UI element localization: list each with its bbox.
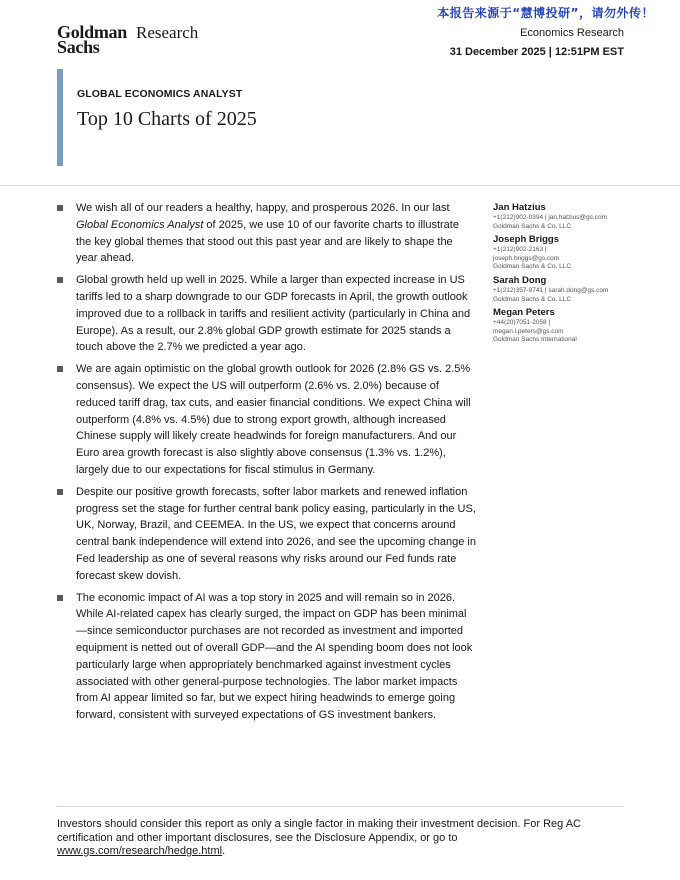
author-contact[interactable]: +1(212)357-9741 | sarah.dong@gs.com: [493, 286, 609, 294]
author-email[interactable]: megan.l.peters@gs.com: [493, 327, 564, 335]
author-card: [493, 307, 633, 345]
bullet-item: [57, 200, 477, 267]
footer-divider: [57, 806, 624, 807]
report-series: GLOBAL ECONOMICS ANALYST: [77, 88, 243, 100]
author-name: Megan Peters: [493, 307, 555, 319]
bullet-square-icon: [57, 277, 63, 283]
author-name: Sarah Dong: [493, 274, 547, 286]
bullet-square-icon: [57, 366, 63, 372]
publish-datetime: 31 December 2025 | 12:51PM EST: [449, 46, 624, 58]
author-phone: +1(212)902-2163 |: [493, 246, 547, 254]
bullet-text: The economic impact of AI was a top story in 2025 and will remain so in 2026. While AI-related capex has clearly surged, the impact on GDP has been minimal—since semiconductor purchases are not recorded as investment and imported equipment is netted out of overall GDP—and the AI spending boom does not look particularly large when appropriately benchmarked against investment cycles associated with other general-purpose technologies. The labor market impacts from AI appear limited so far, but we expect hiring headwinds to emerge going forward, consistent with surveyed expectations of GS investment bankers.: [76, 591, 473, 722]
report-title: Top 10 Charts of 2025: [77, 108, 257, 130]
bullet-text: Global growth held up well in 2025. While a larger than expected increase in US tariffs led to a sharp downgrade to our GDP forecasts in April, the growth outlook improved due to a rollback in tariffs and resilient activity (particularly in China and Europe). As a result, our 2.8% global GDP growth estimate for 2025 stands a touch above the 2.7% we predicted a year ago.: [76, 274, 471, 354]
author-contact[interactable]: +1(212)902-0394 | jan.hatzius@gs.com: [493, 214, 607, 221]
author-name: Jan Hatzius: [493, 202, 546, 213]
author-email[interactable]: joseph.briggs@gs.com: [493, 254, 560, 262]
disclosure-end: .: [222, 845, 226, 857]
bullet-text: Despite our positive growth forecasts, softer labor markets and renewed inflation progress set the stage for further central bank policy easing, particularly in the US, UK, Norway, Brazil, and CEEMEA. In the US, we expect that concerns around central bank independence will extend into 2026, and see the upcoming change in Fed leadership as one of several reasons why risks around our Fed funds rate forecast skew dovish.: [76, 485, 476, 582]
bullet-square-icon: [57, 595, 63, 601]
header-divider: [0, 185, 680, 186]
logo-division: Research: [136, 23, 199, 42]
bullet-item: [57, 272, 477, 356]
author-name: Joseph Briggs: [493, 234, 559, 246]
title-accent-bar: [57, 69, 63, 166]
disclosure-text: Investors should consider this report as only a single factor in making their investment decision. For Reg AC certification and other important disclosures, see the Disclosure Appendix, or go to: [57, 818, 581, 844]
author-card: [493, 275, 633, 304]
logo-wordmark: [57, 22, 127, 57]
bullet-item: [57, 590, 477, 724]
source-watermark: 本报告来源于“慧博投研”，请勿外传！: [437, 6, 654, 20]
bullet-text-pre: We wish all of our readers a healthy, happy, and prosperous 2026. In our last: [76, 202, 450, 214]
goldman-sachs-logo: [57, 22, 199, 57]
bullet-item: [57, 361, 477, 479]
department-label: Economics Research: [520, 27, 624, 39]
bullet-item: [57, 484, 477, 585]
bullet-text: We are again optimistic on the global growth outlook for 2026 (2.8% GS vs. 2.5% consensus). We expect the US will outperform (2.6% vs. 2.0%) because of reduced tariff drag, tax cuts, and easier financial conditions. We expect China will outperform (4.8% vs. 4.5%) due to strong export growth, although increased Chinese supply will likely create headwinds for foreign manufacturers. And our Euro area growth forecast is also slightly above consensus (1.3% vs. 1.2%), largely due to our expectations for fiscal stimulus in Germany.: [76, 363, 471, 476]
author-firm: Goldman Sachs & Co. LLC: [493, 222, 572, 230]
author-list: [493, 202, 633, 348]
logo-line-2: Sachs: [57, 37, 100, 57]
author-card: [493, 234, 633, 272]
summary-bullets: [57, 200, 477, 729]
disclosure-footer: [57, 818, 627, 859]
publication-name: Global Economics Analyst: [76, 218, 204, 231]
author-phone: +44(20)7051-2058 |: [493, 319, 551, 327]
disclosure-link[interactable]: www.gs.com/research/hedge.html: [57, 845, 223, 857]
author-card: [493, 202, 633, 231]
author-firm: Goldman Sachs International: [493, 336, 577, 344]
logo-line-1: Goldman: [57, 22, 127, 42]
header-meta: [450, 24, 624, 62]
bullet-text-post: of 2025, we use 10 of our favorite charts to illustrate the key global themes that stood out this past year and are likely to shape the year ahead.: [76, 218, 459, 265]
author-firm: Goldman Sachs & Co. LLC: [493, 295, 572, 303]
bullet-square-icon: [57, 489, 63, 495]
bullet-square-icon: [57, 205, 63, 211]
author-firm: Goldman Sachs & Co. LLC: [493, 263, 572, 271]
